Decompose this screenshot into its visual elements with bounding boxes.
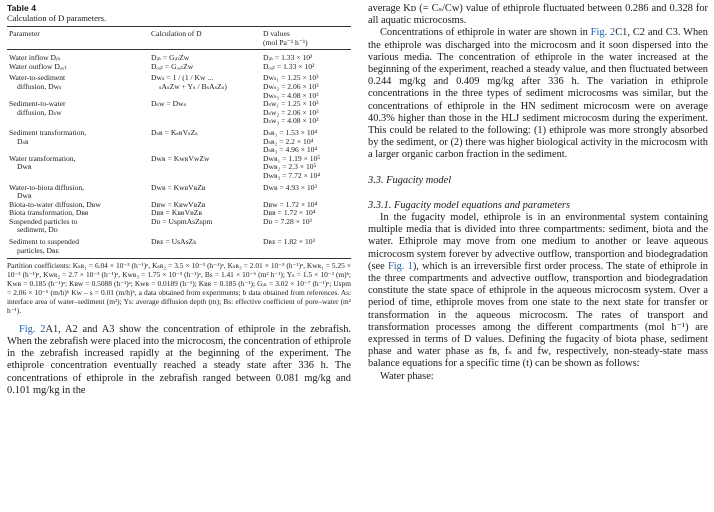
d-value-cell: Dʙᴡ = 1.72 × 10⁴ xyxy=(263,199,318,209)
table-row xyxy=(7,71,351,100)
header-parameter: Parameter xyxy=(7,27,149,50)
fig-2-link[interactable]: Fig. 2 xyxy=(590,27,616,39)
d-value-cell: Dᴡʀ₁ = 1.19 × 10⁵ Dᴡʀ₂ = 2.3 × 10⁵ Dᴡʀ₃ = 7.72 × 10⁴ xyxy=(263,153,321,180)
calculation-cell: Dᴡₛ = 1 / (1 / Kᴡ ... ₛAₛZᴡ + Yₛ / BₛAₛZₛ) xyxy=(151,73,227,91)
calculation-cell: Dʀᴇ = UsAsZs xyxy=(149,235,261,259)
d-value-cell: Dₛᴡ₁ = 1.25 × 10³ Dₛᴡ₂ = 2.06 × 10³ Dₛᴡ₃ = 4.08 × 10³ xyxy=(263,99,319,126)
parameter-cell: Suspended particles to sediment, Dᴅ xyxy=(9,216,78,235)
table-title: Calculation of D parameters. xyxy=(7,13,107,23)
water-phase-label: Water phase: xyxy=(380,370,434,382)
parameter-cell: Sediment to suspended particles, Dʀᴇ xyxy=(7,235,149,259)
calculation-cell: Dₒᵤₜ = GₒᵤₜZᴡ xyxy=(151,61,194,71)
calculation-cell: Dᴅ = UspmAsZspm xyxy=(151,216,213,226)
table-row xyxy=(7,218,351,235)
parameter-cell: Water-to-biota diffusion, Dᴡʙ xyxy=(9,182,85,201)
left-column xyxy=(7,3,351,397)
d-value-cell: Dᵢₙ = 1.33 × 10² xyxy=(263,53,313,63)
fig-2-link[interactable]: Fig. 2 xyxy=(19,323,46,335)
left-paragraph: Fig. 2A1, A2 and A3 show the concentration of ethiprole in the zebrafish. When the zebrafish were placed into the microcosm, the concentration of ethiprole in the zebrafish increased rapidly at the beginning of the experiment. The ethiprole concentration eventually reached a steady state after 336 h. The concentrations of ethiprole in the zebrafish ranged between 0.081 mg/kg and 0.101 mg/kg in the xyxy=(7,323,351,396)
fig-1-link[interactable]: Fig. 1 xyxy=(387,260,413,272)
d-value-cell: Dᴡʙ = 4.93 × 10³ xyxy=(263,182,317,192)
right-paragraph-2: In the fugacity model, ethiprole is in an environmental system containing multiple media that is divided into three compartments: sediment, biota and the water. Ethiprole may move from one medium to another or leave aqueous microcosm system forever by advective outflow, transportion and biodegradation (see Fig. 1), which is an irreversible first order process. The state of ethiprole in the three compartments and advective outflow, transportion and biodegradation constitute the state space of ethiprole in the aqueous microcosm system. Over a period of time, ethiprole moves from one state to the next state for transfer or transformation in the aqueous microcosm. The rates of transport and transformation processes among the different compartments (mol h⁻¹) are expressed in terms of D values. Defining the fugacity of biota phase, sediment phase and water phase as fʙ, fₛ and fᴡ, respectively, non-steady-state mass balance equations for a specific time (t) can be shown as follows: xyxy=(368,212,708,370)
parameter-cell: Water transformation, Dᴡʀ xyxy=(9,153,76,172)
parameter-cell: Sediment transformation, Dₛʀ xyxy=(9,127,87,146)
d-parameters-table xyxy=(7,26,351,259)
calculation-cell: Dᵢₙ = GᵢₙZᴡ xyxy=(151,53,190,63)
parameter-cell: Sediment-to-water diffusion, Dₛᴡ xyxy=(9,99,66,117)
table-row xyxy=(7,126,351,155)
right-paragraph-1: Concentrations of ethiprole in water are shown in Fig. 2C1, C2 and C3. When the ethiprole was discharged into the microcosm and it soon dispersed into the various media. The concentration of ethiprole in the water increased at the beginning of the experiment, reached a steady value, and then fluctuated between 0.244 mg/kg and 0.409 mg/kg after 336 h. The variation in ethiprole concentrations in the three types of sediment microcosms was similar, but the concentrations of ethiprole in the HN sediment microcosm were on average 40.3% higher than those in the HLJ sediment microcosm during the experiment. This could be related to the following: (1) ethiprole was more strongly absorbed by the sediment, or (2) there was higher biological activity in the microcosm with a larger organic carbon fraction in the sediment. xyxy=(368,27,708,161)
header-d-values: D values (mol Pa⁻¹ h⁻¹) xyxy=(261,27,351,50)
section-heading: 3.3. Fugacity model xyxy=(368,174,452,186)
table-row xyxy=(7,181,351,201)
right-paragraph-0: average Kᴅ (= Cₛ/Cᴡ) value of ethiprole fluctuated between 0.286 and 0.328 for all aquatic microcosms. xyxy=(368,3,708,27)
parameter-cell: Water outflow Dₒᵤₜ xyxy=(9,61,67,71)
table-footnote: Partition coefficients: Kₛʀ₁ = 6.04 × 10⁻³ (h⁻¹)ᵃ, Kₛʀ₂ = 3.5 × 10⁻³ (h⁻¹)ᵃ, Kₛʀ₃ = 2.01 × 10⁻³ (h⁻¹)ᵃ, Kᴡʀ₁ = 5.25 × 10⁻³ (h⁻¹)ᵃ, Kᴡʀ₂ = 2.7 × 10⁻³ (h⁻¹)ᵃ, Kᴡʀ₃ = 1.75 × 10⁻³ (h⁻¹)ᵃ, Bs = 1.41 × 10⁻⁶ (m² h⁻¹); Yₛ = 1.5 × 10⁻² (m)ᵇ; Kᴡʙ = 0.185 (h⁻¹)ᵃ; Kʙᴡ = 0.5088 (h⁻¹)ᵃ; Kᴡʀ = 0.0189 (h⁻¹); Kʙʀ = 0.185 (h⁻¹); Gᵢₙ = 3.02 × 10⁻⁷ (h⁻¹)ᵃ; Uspm = 2.06 × 10⁻⁶ (m/h)ᵇ Kw – s = 0.01 (m/h)ᵇ, a data obtained from experiments; b data obtained from references. As: interface area of water–sediment (m²); Ys: average diffusion depth (m); Bs: effective coefficient of pore–water (m² h⁻¹). xyxy=(7,261,351,315)
table-caption xyxy=(7,3,351,23)
calculation-cell: Dᴡʀ = KᴡʀVᴡZᴡ xyxy=(151,153,210,163)
d-value-cell: Dᴅ = 7.28 × 10³ xyxy=(263,216,312,226)
calculation-cell: Dᴡʙ = KᴡʙVʙZʙ xyxy=(151,182,206,192)
parameter-cell: Water-to-sediment diffusion, Dᴡₛ xyxy=(9,73,66,91)
parameter-cell: Biota transformation, Dʙʀ xyxy=(9,208,89,218)
d-value-cell: Dₛʀ₁ = 1.53 × 10⁴ Dₛʀ₂ = 2.2 × 10⁴ Dₛʀ₃ = 4.96 × 10⁴ xyxy=(263,127,318,155)
calculation-cell: Dₛᴡ = Dᴡₛ xyxy=(151,99,187,109)
parameter-cell: Water inflow Dᵢₙ xyxy=(9,53,61,63)
table-row xyxy=(7,100,351,126)
calculation-cell: Dₛʀ = KₛʀVₛZₛ xyxy=(151,127,198,137)
table-row xyxy=(7,50,351,63)
calculation-cell: Dʙᴡ = KʙᴡVʙZʙ xyxy=(151,199,206,209)
d-value-cell: Dᴡₛ₁ = 1.25 × 10³ Dᴡₛ₂ = 2.06 × 10³ Dᴡₛ₃ = 4.08 × 10³ xyxy=(263,73,319,100)
d-value-cell: Dₒᵤₜ = 1.33 × 10² xyxy=(263,61,315,71)
parameter-cell: Biota-to-water diffusion, Dʙᴡ xyxy=(9,199,101,209)
table-label: Table 4 xyxy=(7,3,36,13)
d-value-cell: Dʀᴇ = 1.82 × 10³ xyxy=(261,235,351,259)
table-row xyxy=(7,63,351,72)
header-calculation: Calculation of D xyxy=(149,27,261,50)
d-value-cell: Dʙʀ = 1.72 × 10⁴ xyxy=(263,208,316,218)
calculation-cell: Dʙʀ = KʙʀVʙZʙ xyxy=(151,208,202,218)
right-column xyxy=(368,3,708,383)
subsection-heading: 3.3.1. Fugacity model equations and parameters xyxy=(368,199,571,211)
table-row xyxy=(7,155,351,181)
table-row xyxy=(7,235,351,259)
